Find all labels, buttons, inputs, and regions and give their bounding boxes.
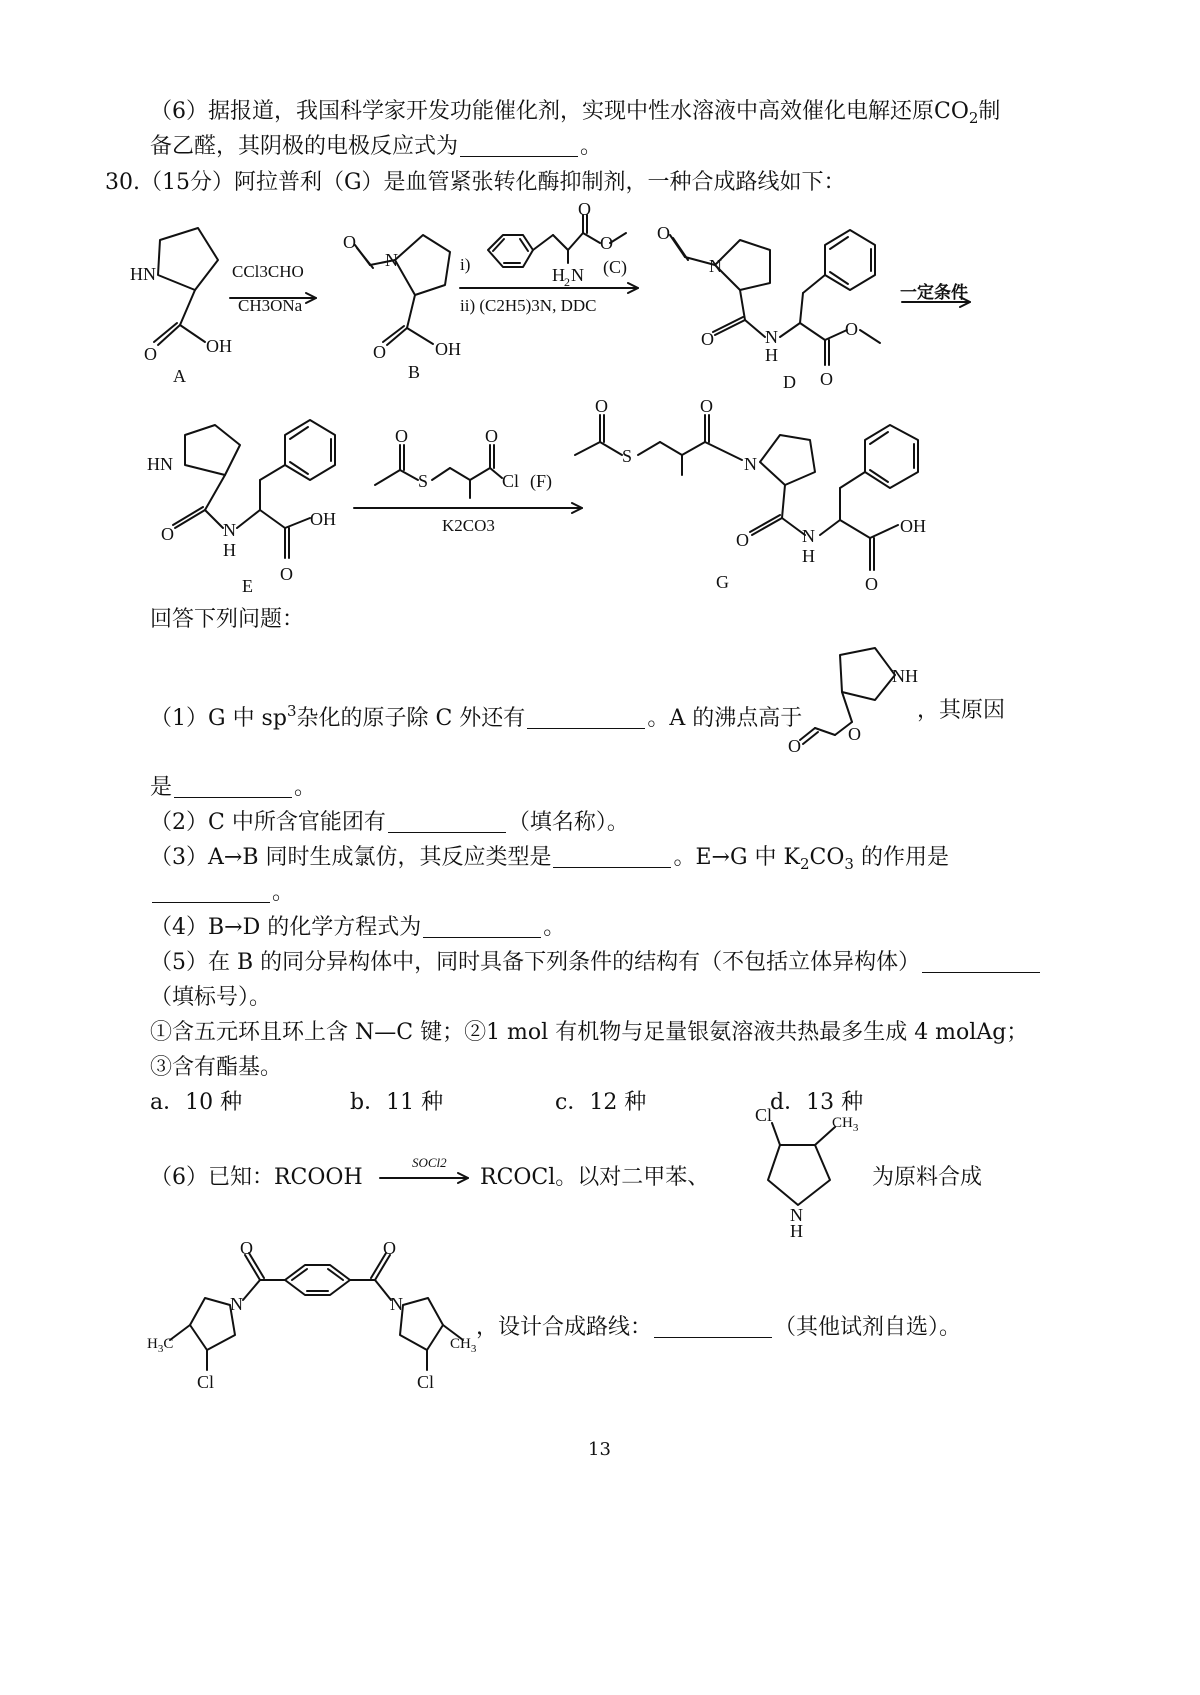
svg-text:H: H xyxy=(223,540,236,560)
svg-text:O: O xyxy=(595,396,608,416)
svg-text:OH: OH xyxy=(206,336,232,356)
svg-text:N: N xyxy=(230,1294,243,1314)
svg-text:H: H xyxy=(552,265,565,285)
arrow4 xyxy=(352,502,587,514)
svg-text:H3C: $H_3C$ xyxy=(147,1336,174,1355)
arrow2 xyxy=(458,282,643,294)
socl2-label: SOCl2 xyxy=(412,1155,447,1170)
option-d[interactable]: d．13 种 xyxy=(770,1090,864,1115)
svg-text:O: O xyxy=(700,396,713,416)
svg-text:(F): (F) xyxy=(530,471,552,491)
svg-text:Cl: Cl xyxy=(417,1372,435,1392)
sub-question-3: （3）A→B 同时生成氯仿，其反应类型是 。E→G 中 $K_2CO_3$ 的作用是 xyxy=(150,845,949,873)
svg-text:N: N xyxy=(385,250,398,270)
svg-text:OH: OH xyxy=(900,516,926,536)
arrow3-condition: 一定条件 xyxy=(900,283,968,302)
answer-blank[interactable] xyxy=(460,134,578,157)
svg-text:Cl: Cl xyxy=(197,1372,215,1392)
svg-text:O: O xyxy=(383,1238,396,1258)
structure-c xyxy=(458,199,638,289)
svg-text:(C): (C) xyxy=(603,257,627,277)
label-d: D xyxy=(783,372,796,392)
svg-text:O: O xyxy=(848,724,861,744)
label-b: B xyxy=(408,362,421,382)
svg-text:O: O xyxy=(578,199,591,219)
sub-question-2: （2）C 中所含官能团有 （填名称）。 xyxy=(150,810,629,835)
arrow2-step-i: i) xyxy=(460,255,471,274)
svg-text:O: O xyxy=(657,223,670,243)
sub-question-4: （4）B→D 的化学方程式为 。 xyxy=(150,915,566,940)
chloro-methyl-pyrrolidine xyxy=(750,1105,870,1241)
svg-text:Cl: Cl xyxy=(755,1105,773,1125)
svg-text:O: O xyxy=(373,342,386,362)
svg-text:N: N xyxy=(223,520,236,540)
svg-text:N: N xyxy=(802,526,815,546)
svg-text:O: O xyxy=(161,524,174,544)
target-product xyxy=(145,1240,485,1400)
sub-question-1-reason: 是 。 xyxy=(150,775,317,800)
structure-b xyxy=(335,220,465,370)
label-e: E xyxy=(242,576,253,596)
structure-d xyxy=(655,205,895,389)
arrow2-step-ii: ii) (C2H5)3N, DDC xyxy=(460,296,597,315)
svg-text:O: O xyxy=(395,426,408,446)
answer-blank[interactable] xyxy=(922,950,1040,973)
q30-title: 30.（15分）阿拉普利（G）是血管紧张转化酶抑制剂，一种合成路线如下： xyxy=(105,170,846,195)
sub-question-1: （1）G 中 $sp^3$杂化的原子除 C 外还有 。A 的沸点高于 xyxy=(150,702,803,731)
svg-text:Cl: Cl xyxy=(502,471,520,491)
ester-isomer-structure xyxy=(780,640,918,760)
sub-question-1-tail: ，其原因 xyxy=(917,698,1006,723)
arrow3 xyxy=(900,296,975,308)
svg-text:O: O xyxy=(600,233,613,253)
sub-question-6-tail: 为原料合成 xyxy=(872,1165,983,1190)
svg-text:CH3: $CH_3$ xyxy=(832,1115,859,1134)
structure-g xyxy=(570,396,970,594)
sub-question-6-mid: RCOCl。以对二甲苯、 xyxy=(480,1165,710,1190)
svg-text:CH3: $CH_3$ xyxy=(450,1336,477,1355)
svg-text:N: N xyxy=(571,265,584,285)
answer-blank[interactable] xyxy=(174,775,292,798)
sub-question-6-route: ，设计合成路线： （其他试剂自选）。 xyxy=(476,1315,962,1340)
svg-text:OH: OH xyxy=(310,509,336,529)
option-a[interactable]: a．10 种 xyxy=(150,1090,243,1115)
svg-text:O: O xyxy=(485,426,498,446)
option-b[interactable]: b．11 种 xyxy=(350,1090,444,1115)
answer-blank[interactable] xyxy=(527,706,645,729)
q29-6-line2: 备乙醛，其阴极的电极反应式为 。 xyxy=(150,134,603,159)
svg-text:H: H xyxy=(790,1221,803,1241)
svg-text:O: O xyxy=(788,736,801,756)
svg-text:O: O xyxy=(820,369,833,389)
q29-6-line1: （6）据报道，我国科学家开发功能催化剂，实现中性水溶液中高效催化电解还原$CO_2$制 xyxy=(150,99,1001,127)
svg-text:O: O xyxy=(343,232,356,252)
answer-blank[interactable] xyxy=(423,915,541,938)
sub-question-5-note: （填标号）。 xyxy=(150,985,272,1010)
sub-question-5-condition3: ③含有酯基。 xyxy=(150,1055,283,1080)
svg-text:N: N xyxy=(765,327,778,347)
answer-intro: 回答下列问题： xyxy=(150,607,305,632)
structure-a xyxy=(120,220,240,370)
answer-blank[interactable] xyxy=(553,845,671,868)
label-g: G xyxy=(716,572,729,592)
svg-text:H: H xyxy=(765,345,778,365)
page-number: 13 xyxy=(588,1439,611,1460)
svg-text:NH: NH xyxy=(892,666,918,686)
svg-text:OH: OH xyxy=(435,339,461,359)
svg-text:N: N xyxy=(709,256,722,276)
structure-f xyxy=(370,426,580,500)
svg-text:O: O xyxy=(701,329,714,349)
svg-text:2: 2 xyxy=(564,275,570,289)
sub-question-5: （5）在 B 的同分异构体中，同时具备下列条件的结构有（不包括立体异构体） xyxy=(150,948,1042,978)
svg-text:O: O xyxy=(144,344,157,364)
arrow1-bottom-reagent: CH3ONa xyxy=(238,296,303,315)
svg-text:S: S xyxy=(418,471,429,491)
svg-text:S: S xyxy=(622,446,633,466)
answer-blank[interactable] xyxy=(388,810,506,833)
svg-text:O: O xyxy=(865,574,878,594)
arrow4-reagent: K2CO3 xyxy=(442,516,495,535)
arrow1-top-reagent: CCl3CHO xyxy=(232,262,304,281)
sub-question-3-line2: 。 xyxy=(150,878,294,908)
answer-blank[interactable] xyxy=(152,880,270,903)
answer-blank[interactable] xyxy=(654,1315,772,1338)
svg-text:HN: HN xyxy=(130,264,156,284)
label-a: A xyxy=(173,366,186,386)
svg-text:H: H xyxy=(802,546,815,566)
svg-text:N: N xyxy=(790,1205,803,1225)
svg-text:O: O xyxy=(845,319,858,339)
svg-text:O: O xyxy=(736,530,749,550)
socl2-arrow xyxy=(378,1172,473,1184)
svg-text:N: N xyxy=(390,1294,403,1314)
option-c[interactable]: c．12 种 xyxy=(555,1090,647,1115)
svg-text:N: N xyxy=(744,454,757,474)
svg-text:O: O xyxy=(240,1238,253,1258)
sub-question-6: （6）已知：RCOOH xyxy=(150,1165,363,1190)
svg-text:O: O xyxy=(280,564,293,584)
sub-question-5-conditions: ①含五元环且环上含 N—C 键；②1 mol 有机物与足量银氨溶液共热最多生成 4 molAg； xyxy=(150,1020,1029,1045)
svg-text:HN: HN xyxy=(147,454,173,474)
structure-e xyxy=(145,410,365,590)
